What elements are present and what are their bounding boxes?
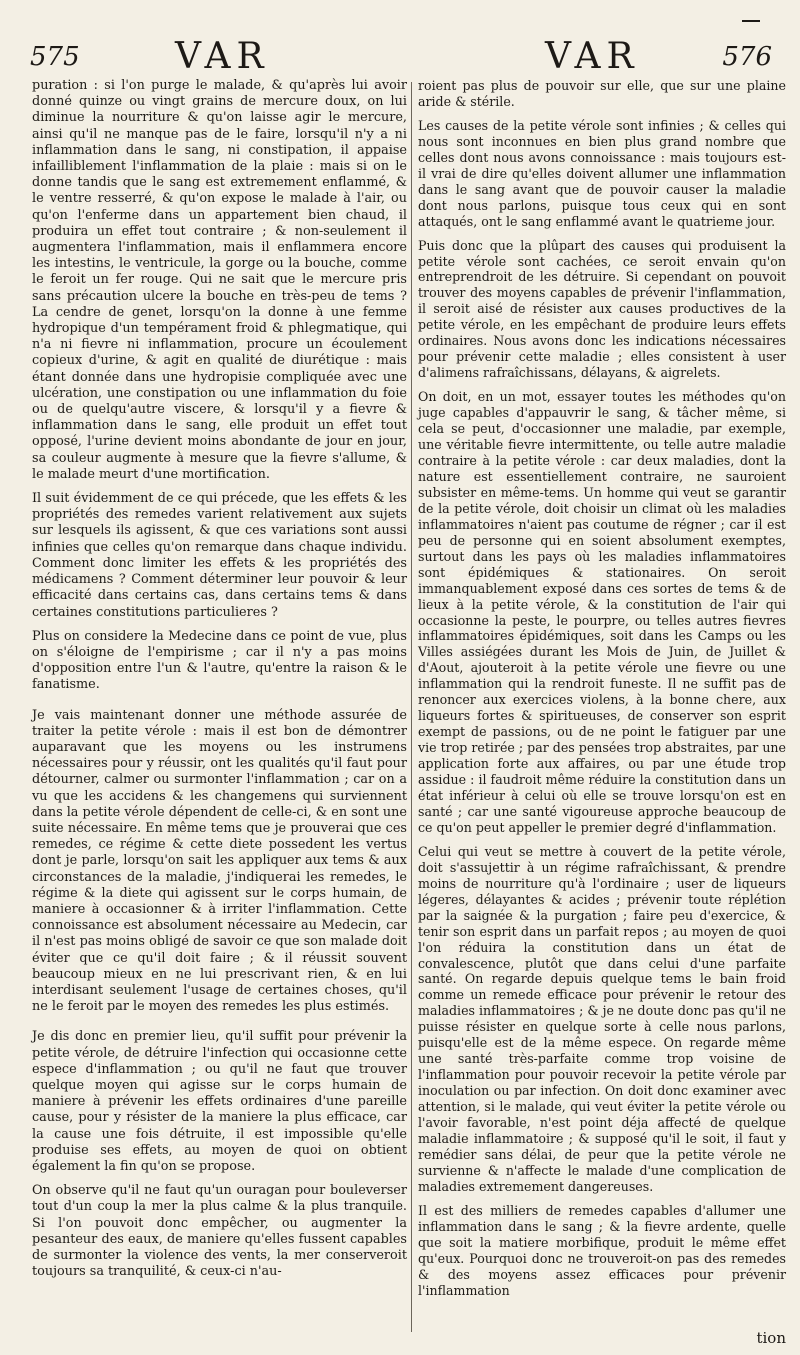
column-divider: [411, 82, 412, 1332]
paragraph: Puis donc que la plûpart des causes qui produisent la petite vérole sont cachées, ce seroit envain qu'on entreprendroit de les détruire. Si cependant on pouvoit trouver des moyens capables de prévenir l'inflammation, il seroit aisé de résister aux causes productives de la petite vérole, en les empêchant de produire leurs effets ordinaires. Nous avons donc les indications nécessaires pour prévenir cette maladie ; elles consistent à user d'alimens rafraîchissans, délayans, & aigrelets.: [418, 237, 786, 381]
paragraph: Celui qui veut se mettre à couvert de la petite vérole, doit s'assujettir à un régime rafraîchissant, & prendre moins de nourriture qu'à l'ordinaire ; user de liqueurs légeres, délayantes & acides ; prévenir toute réplétion par la saignée & la purgation ; faire peu d'exercice, & tenir son esprit dans un parfait repos ; au moyen de quoi l'on réduira la constitution dans un état de convalescence, plutôt que dans celui d'une parfaite santé. On regarde depuis quelque tems le bain froid comme un remede efficace pour prévenir le retour des maladies inflammatoires ; & je ne doute donc pas qu'il ne puisse résister en quelque sorte à celle nous parlons, puisqu'elle est de la même espece. On regarde même une santé très-parfaite comme trop voisine de l'inflammation pour pouvoir recevoir la petite vérole par inoculation ou par infection. On doit donc examiner avec attention, si le malade, qui veut éviter la petite vérole ou l'avoir favorable, n'est point déja affecté de quelque maladie inflammatoire ; & supposé qu'il le soit, il faut y remédier sans délai, de peur que la petite vérole ne survienne & n'affecte le malade d'une complication de maladies extremement dangereuses.: [418, 843, 786, 1194]
paragraph: Il est des milliers de remedes capables d'allumer une inflammation dans le sang ; & la fievre ardente, quelle que soit la matiere morbifique, produit le même effet qu'eux. Pourquoi donc ne trouveroit-on pas des remedes & des moyens assez efficaces pour prévenir l'inflammation: [418, 1202, 786, 1298]
paragraph: Les causes de la petite vérole sont infinies ; & celles qui nous sont inconnues en bien plus grand nombre que celles dont nous avons connoissance : mais toujours est-il vrai de dire qu'elles doivent allumer une inflammation dans le sang avant que de pouvoir causer la maladie dont nous parlons, puisque tous ceux qui en sont attaqués, ont le sang enflammé avant le quatrieme jour.: [418, 117, 786, 229]
running-head-right: VAR: [545, 36, 640, 77]
ink-mark: [742, 20, 760, 22]
right-column: [418, 78, 786, 1307]
paragraph: Je vais maintenant donner une méthode assurée de traiter la petite vérole : mais il est bon de démontrer auparavant que les moyens ou les instrumens nécessaires pour y réussir, ont les qualités qu'il faut pour détourner, calmer ou surmonter l'inflammation ; car on a vu que les accidens & les changemens qui surviennent dans la petite vérole dépendent de celle-ci, & en sont une suite nécessaire. En même tems que je prouverai que ces remedes, ce régime & cette diete possedent les vertus dont je parle, lorsqu'on sait les appliquer aux tems & aux circonstances de la maladie, j'indiquerai les remedes, le régime & la diete qui agissent sur le corps humain, de maniere à occasionner & à irriter l'inflammation. Cette connoissance est absolument nécessaire au Medecin, car il n'est pas moins obligé de savoir ce que son malade doit éviter que ce qu'il doit faire ; & il réussit souvent beaucoup mieux en ne lui prescrivant rien, & en lui interdisant seulement l'usage de certaines choses, qu'il ne le feroit par le moyen des remedes les plus estimés.: [32, 707, 407, 1015]
left-column: [32, 78, 407, 1288]
page-number-right: 576: [722, 42, 772, 72]
running-head-left: VAR: [175, 36, 270, 77]
paragraph: Je dis donc en premier lieu, qu'il suffit pour prévenir la petite vérole, de détruire l'infection qui occasionne cette espece d'inflammation ; ou qu'il ne faut que trouver quelque moyen qui agisse sur le corps humain de maniere à prévenir les effets ordinaires d'une pareille cause, pour y résister de la maniere la plus efficace, car la cause une fois détruite, il est impossible qu'elle produise ses effets, au moyen de quoi on obtient également la fin qu'on se propose.: [32, 1029, 407, 1174]
paragraph: roient pas plus de pouvoir sur elle, que sur une plaine aride & stérile.: [418, 78, 786, 109]
paragraph: Il suit évidemment de ce qui précede, que les effets & les propriétés des remedes varient relativement aux sujets sur lesquels ils agissent, & que ces variations sont aussi infinies que celles qu'on remarque dans chaque individu. Comment donc limiter les effets & les propriétés des médicamens ? Comment déterminer leur pouvoir & leur efficacité dans certains cas, dans certains tems & dans certaines constitutions particulieres ?: [32, 491, 407, 620]
catchword: tion: [756, 1329, 786, 1347]
page-header: [0, 30, 800, 80]
paragraph: puration : si l'on purge le malade, & qu'après lui avoir donné quinze ou vingt grains de mercure doux, on lui diminue la nourriture & qu'on laisse agir le mercure, ainsi qu'il ne manque pas de le faire, lorsqu'il n'y a ni inflammation dans le sang, ni constipation, il appaise infailliblement l'inflammation de la plaie : mais si on le donne tandis que le sang est extremement enflammé, & le ventre resserré, & qu'on expose le malade à l'air, ou qu'on l'enferme dans un appartement bien chaud, il produira un effet tout contraire ; & non-seulement il augmentera l'inflammation, mais il enflammera encore les intestins, le ventricule, la gorge ou la bouche, comme le feroit un fer rouge. Qui ne sait que le mercure pris sans précaution ulcere la bouche en très-peu de tems ? La cendre de genet, lorsqu'on la donne à une femme hydropique d'un tempérament froid & phlegmatique, qui n'a ni fievre ni inflammation, procure un écoulement copieux d'urine, & agit en qualité de diurétique : mais étant donnée dans une hydropisie compliquée avec une ulcération, une constipation ou une inflammation du foie ou de quelqu'autre viscere, & lorsqu'il y a fievre & inflammation dans le sang, elle produit un effet tout opposé, l'urine devient moins abondante de jour en jour, sa couleur augmente à mesure que la fievre s'allume, & le malade meurt d'une mortification.: [32, 78, 407, 482]
page-number-left: 575: [30, 42, 80, 72]
paragraph: On observe qu'il ne faut qu'un ouragan pour bouleverser tout d'un coup la mer la plus calme & la plus tranquile. Si l'on pouvoit donc empêcher, ou augmenter la pesanteur des eaux, de maniere qu'elles fussent capables de surmonter la violence des vents, la mer conserveroit toujours sa tranquilité, & ceux-ci n'au-: [32, 1183, 407, 1280]
paragraph: On doit, en un mot, essayer toutes les méthodes qu'on juge capables d'appauvrir le sang, & tâcher même, si cela se peut, d'occasionner une maladie, par exemple, une véritable fievre intermittente, ou telle autre maladie contraire à la petite vérole : car deux maladies, dont la nature est essentiellement contraire, ne sauroient subsister en même-tems. Un homme qui veut se garantir de la petite vérole, doit choisir un climat où les maladies inflammatoires n'aient pas coutume de régner ; car il est peu de personne qui en soient absolument exemptes, surtout dans les pays où les maladies inflammatoires sont épidémiques & stationaires. On seroit immanquablement exposé dans ces sortes de tems & de lieux à la petite vérole, & la constitution de l'air qui occasionne la peste, le pourpre, ou telles autres fievres inflammatoires épidémiques, soit dans les Camps ou les Villes assiégées durant les Mois de Juin, de Juillet & d'Aout, ajouteroit à la petite vérole une fievre ou une inflammation qui la rendroit funeste. Il ne suffit pas de renoncer aux exercices violens, à la bonne chere, aux liqueurs fortes & spiritueuses, de conserver son esprit exempt de passions, ou de ne point le fatiguer par une vie trop retirée ; par des pensées trop abstraites, par une application forte aux affaires, ou par une étude trop assidue : il faudroit même réduire la constitution dans un état inférieur à celui où elle se trouve lorsqu'on est en santé ; car une santé vigoureuse approche beaucoup de ce qu'on peut appeller le premier degré d'inflammation.: [418, 389, 786, 835]
paragraph: Plus on considere la Medecine dans ce point de vue, plus on s'éloigne de l'empirisme ; car il n'y a pas moins d'opposition entre l'un & l'autre, qu'entre la raison & le fanatisme.: [32, 628, 407, 693]
